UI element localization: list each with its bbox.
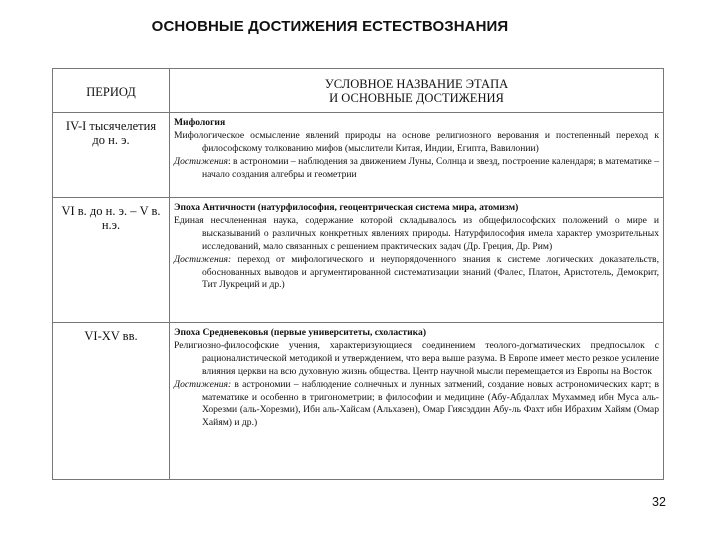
table-header-row (53, 69, 664, 113)
row-stage-name: Эпоха Античности (натурфилософия, геоцентрическая система мира, атомизм) (174, 202, 519, 213)
table-row (53, 323, 664, 480)
table-row (53, 198, 664, 323)
achievements-label: Достижения: (174, 253, 232, 265)
row-text: Мифологическое осмысление явлений природы на основе религиозного верования и постепенный переход к философскому толкованию мифов (мыслители Китая, Индии, Египта, Вавилонии) (174, 129, 659, 154)
achievements-table (52, 68, 664, 480)
table-row (53, 113, 664, 198)
header-stage-line2: И ОСНОВНЫЕ ДОСТИЖЕНИЯ (329, 90, 504, 105)
row-period: VI-XV вв. (53, 323, 170, 480)
achievements-label: Достижения: (174, 378, 232, 390)
page-number: 32 (652, 495, 666, 509)
row-stage-name: Мифология (174, 117, 226, 128)
header-period: ПЕРИОД (53, 69, 170, 113)
row-achievements (174, 156, 659, 182)
row-stage-name: Эпоха Средневековья (первые университеты, схоластика) (174, 327, 427, 338)
row-achievements (174, 254, 659, 293)
row-text: Единая несчлененная наука, содержание которой складывалось из общефилософских положений о мире и высказываний о различных конкретных явлениях природы. Натурфилософия имела характер умозрительных исследований, мало связанных с решением практических задач (Др. Греция, Др. Рим) (174, 214, 659, 252)
achievements-text: : в астрономии – наблюдения за движением Луны, Солнца и звезд, построение календаря; в математике – начало создания алгебры и геометрии (202, 155, 659, 180)
row-period: IV-I тысячелетия до н. э. (53, 113, 170, 198)
row-description (170, 198, 664, 323)
row-description (170, 113, 664, 198)
achievements-text: в астрономии – наблюдение солнечных и лунных затмений, создание новых астрономических карт; в математике и особенно в тригонометрии; в философии и медицине (Абу-Абдаллах Мухаммед ибн Муса аль-Хорезми (аль-Хорезми), Ибн аль-Хайсам (Альхазен), Омар Гиясэддин Абу-ль Фахт ибн Ибрахим Хайям (Омар Хайям) и др.) (202, 378, 659, 429)
page-title: ОСНОВНЫЕ ДОСТИЖЕНИЯ ЕСТЕСТВОЗНАНИЯ (151, 18, 509, 35)
achievements-text: переход от мифологического и неупорядоченного знания к системе логических доказательств, обоснованных выводов и аргументированной систематизации знаний (Фалес, Платон, Аристотель, Демокрит, Тит Лукреций и др.) (202, 253, 659, 291)
row-description (170, 323, 664, 480)
header-stage (170, 69, 664, 113)
row-achievements (174, 379, 659, 431)
header-stage-line1: УСЛОВНОЕ НАЗВАНИЕ ЭТАПА (324, 76, 509, 91)
achievements-label: Достижения (174, 155, 228, 167)
row-period: VI в. до н. э. – V в. н.э. (53, 198, 170, 323)
row-text: Религиозно-философские учения, характеризующиеся соединением теолого-догматических предпосылок с рационалистической методикой и утверждением, что вера выше разума. В Европе имеет место резкое усиление влияния церкви на всю духовную жизнь общества. Центр научной мысли перемещается из Европы на Восток (174, 339, 659, 377)
